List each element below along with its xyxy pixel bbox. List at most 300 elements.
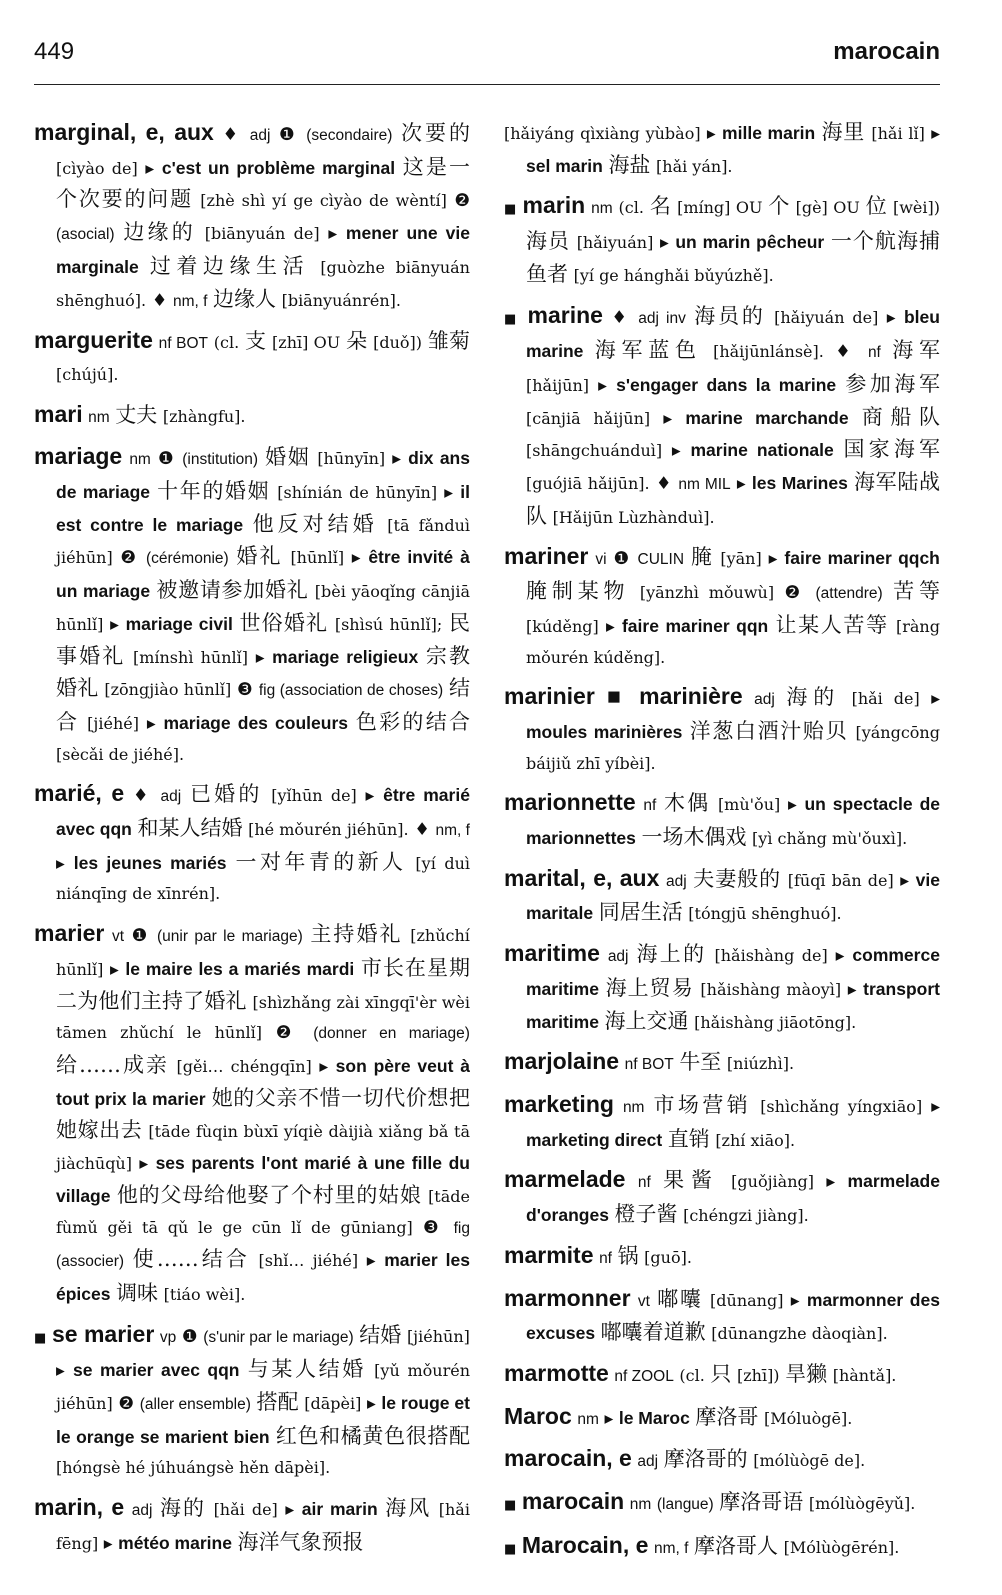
- example-phrase: marketing direct: [526, 1129, 663, 1150]
- pinyin-text: [Mólùògērén].: [783, 1537, 900, 1557]
- chinese-text: 被邀请参加婚礼: [156, 578, 309, 603]
- symbol-glyph: ▸: [931, 1096, 940, 1117]
- pinyin-text: [dūnangzhe dàoqiàn].: [711, 1324, 888, 1344]
- chinese-text: 她的父亲不惜一切代价想把她嫁出去: [56, 1085, 470, 1143]
- example-phrase: marine marchande: [685, 407, 849, 428]
- chinese-text: 夫妻般的: [693, 866, 782, 891]
- symbol-glyph: ❷: [454, 191, 470, 212]
- pinyin-text: [wèi]): [892, 198, 940, 218]
- part-of-speech: vt: [637, 1292, 650, 1310]
- headword: marionnette: [504, 789, 636, 816]
- chinese-text: 个: [768, 194, 790, 219]
- example-phrase: c'est un problème marginal: [161, 157, 396, 178]
- pinyin-text: [mólùògē de].: [753, 1451, 866, 1471]
- sense-label: (attendre): [815, 585, 883, 603]
- pinyin-text: [dāpèi]: [304, 1394, 362, 1414]
- sense-label: fig (associer): [56, 1219, 470, 1271]
- symbol-glyph: ▸: [56, 853, 65, 874]
- pinyin-text: [hǎi de]: [851, 689, 920, 709]
- dictionary-entry: [504, 1283, 940, 1350]
- chinese-text: 与某人结婚: [247, 1357, 366, 1382]
- chinese-text: 调味: [116, 1280, 159, 1305]
- symbol-glyph: ♦: [414, 820, 430, 841]
- part-of-speech: nm: [88, 408, 110, 426]
- part-of-speech: nm: [591, 200, 613, 218]
- example-phrase: météo marine: [118, 1532, 232, 1553]
- pinyin-text: [ràng mǒurén kúděng].: [526, 616, 940, 667]
- dictionary-entry: [34, 778, 470, 910]
- dictionary-entry: [504, 190, 940, 291]
- pinyin-text: [hǎi fēng]: [56, 1500, 470, 1553]
- chinese-text: 边缘的: [123, 220, 196, 245]
- headword: marmelade: [504, 1166, 626, 1193]
- part-of-speech: nm, f: [172, 292, 208, 310]
- sense-label: (secondaire): [306, 127, 393, 144]
- example-phrase: ses parents l'ont marié à une fille du village: [56, 1153, 470, 1206]
- chinese-text: 只: [710, 1361, 732, 1386]
- symbol-glyph: ▸: [663, 408, 673, 429]
- chinese-text: 腌: [690, 545, 714, 570]
- part-of-speech: nf: [637, 1174, 651, 1192]
- example-phrase: son père veut à tout prix la marier: [56, 1055, 470, 1109]
- dictionary-entry: [504, 1530, 940, 1566]
- pinyin-text: [niúzhì].: [726, 1054, 795, 1074]
- example-phrase: être marié avec qqn: [56, 785, 470, 840]
- chinese-text: 海军: [892, 338, 940, 363]
- chinese-text: 主持婚礼: [310, 922, 403, 947]
- chinese-text: 一对年青的新人: [235, 849, 407, 874]
- symbol-glyph: ♦: [132, 786, 152, 807]
- symbol-glyph: ▸: [790, 1290, 800, 1311]
- symbol-glyph: ❶: [613, 549, 631, 570]
- example-phrase: le maire les a mariés mardi: [125, 958, 355, 979]
- headword: marin: [522, 192, 586, 219]
- chinese-text: 同居生活: [598, 900, 683, 925]
- pinyin-text: [hǎi yán].: [656, 156, 733, 176]
- pinyin-text: [yángcōng báijiǔ zhī yíbèi].: [526, 722, 940, 773]
- pinyin-text: [shínián de hūnyīn]: [277, 483, 438, 503]
- chinese-text: 海上交通: [604, 1008, 689, 1033]
- pinyin-text: [hǎishàng màoyì]: [700, 979, 842, 999]
- dictionary-entry: [504, 1486, 940, 1522]
- chinese-text: 摩洛哥: [695, 1404, 759, 1429]
- example-phrase: dix ans de mariage: [56, 448, 470, 503]
- example-phrase: bleu marine: [526, 306, 940, 362]
- running-head: marocain: [833, 38, 940, 65]
- headword: mariner: [504, 543, 589, 570]
- dictionary-entry: [34, 399, 470, 434]
- symbol-glyph: ❷: [275, 1023, 300, 1044]
- part-of-speech: nm: [629, 1496, 652, 1514]
- symbol-glyph: ▸: [145, 158, 155, 179]
- chinese-text: 位: [865, 194, 888, 219]
- pinyin-text: [hǎiyuán de]: [774, 307, 879, 327]
- pinyin-text: [yì chǎng mù'ǒuxì].: [752, 829, 908, 849]
- part-of-speech: adj: [637, 1453, 659, 1471]
- pinyin-text: (cl.: [618, 198, 644, 218]
- symbol-glyph: ❶: [157, 449, 176, 470]
- headword: marin, e: [34, 1494, 125, 1521]
- chinese-text: 民事婚礼: [56, 610, 470, 668]
- sense-label: CULIN: [637, 551, 685, 569]
- pinyin-text: [hé mǒurén jiéhūn].: [248, 820, 409, 840]
- headword: marmotte: [504, 1359, 609, 1386]
- part-of-speech: adj inv: [638, 309, 686, 327]
- symbol-glyph: ▸: [365, 786, 375, 807]
- pinyin-text: (cl.: [213, 333, 240, 353]
- pinyin-text: [hàntǎ].: [832, 1365, 897, 1385]
- chinese-text: 名: [649, 194, 672, 219]
- part-of-speech: nf: [599, 1249, 612, 1267]
- pinyin-text: [tāde fùqin bùxī yíqiè dàijià xiǎng bǎ tā jiàchūqù]: [56, 1122, 470, 1174]
- pinyin-text: [tóngjū shēnghuó].: [688, 904, 842, 924]
- example-phrase: les Marines: [751, 473, 848, 494]
- dictionary-entry: [504, 1240, 940, 1275]
- pinyin-text: [míng] OU: [677, 198, 763, 218]
- symbol-glyph: ▸: [319, 1056, 329, 1077]
- dictionary-entry: [504, 541, 940, 673]
- symbol-glyph: ▸: [835, 946, 845, 967]
- example-phrase: être invité à un mariage: [56, 547, 470, 602]
- symbol-glyph: ▸: [886, 307, 896, 328]
- chinese-text: 海上的: [636, 942, 707, 967]
- page-header: [34, 38, 940, 72]
- chinese-text: 果酱: [663, 1168, 719, 1193]
- chinese-text: 海的: [160, 1496, 206, 1521]
- pinyin-text: [chújú].: [56, 364, 119, 384]
- pinyin-text: (cl.: [679, 1365, 705, 1385]
- pinyin-text: [guòzhe biānyuán shēnghuó].: [56, 257, 470, 310]
- example-phrase: marmelade d'oranges: [526, 1171, 940, 1226]
- dictionary-entry: [504, 1164, 940, 1231]
- square-bullet-icon: ■: [504, 311, 520, 327]
- chinese-text: 一场木偶戏: [641, 825, 747, 850]
- chinese-text: 腌制某物: [526, 579, 630, 604]
- pinyin-text: [shìchǎng yíngxiāo]: [760, 1096, 923, 1116]
- chinese-text: 朵: [346, 329, 368, 354]
- chinese-text: 结合: [56, 676, 470, 734]
- chinese-text: 海上贸易: [605, 975, 694, 1000]
- headword: marinier ■ marinière: [504, 683, 743, 710]
- sense-label: (cérémonie): [145, 550, 229, 568]
- symbol-glyph: ▸: [366, 1394, 376, 1415]
- headword: marginal, e, aux: [34, 119, 214, 145]
- example-phrase: mille marin: [722, 123, 816, 143]
- symbol-glyph: ▸: [598, 375, 607, 396]
- symbol-glyph: ▸: [110, 614, 119, 635]
- chinese-text: 边缘人: [213, 286, 276, 311]
- symbol-glyph: ▸: [255, 647, 265, 668]
- sense-label: (institution): [182, 451, 259, 469]
- symbol-glyph: ▸: [659, 233, 669, 254]
- pinyin-text: [zhàngfu].: [162, 406, 246, 426]
- part-of-speech: nm, f: [654, 1539, 689, 1557]
- example-phrase: un marin pêcheur: [675, 232, 825, 253]
- chinese-text: 十年的婚姻: [157, 479, 271, 504]
- chinese-text: 摩洛哥的: [663, 1447, 748, 1472]
- symbol-glyph: ❶: [131, 926, 150, 947]
- chinese-text: 商船队: [861, 404, 940, 429]
- pinyin-text: [zhī] OU: [272, 333, 341, 353]
- dictionary-entry: [504, 863, 940, 930]
- pinyin-text: [yí duì niánqīng de xīnrén].: [56, 853, 470, 904]
- pinyin-text: [hūnlǐ]: [290, 548, 345, 568]
- symbol-glyph: ❶: [181, 1326, 198, 1347]
- pinyin-text: [tiáo wèi].: [163, 1284, 246, 1304]
- headword: marital, e, aux: [504, 864, 660, 891]
- headword: Maroc: [504, 1402, 572, 1429]
- chinese-text: 已婚的: [189, 782, 263, 807]
- sense-label: fig (association de choses): [258, 682, 444, 700]
- dictionary-entry: [504, 681, 940, 779]
- chinese-text: 结婚: [359, 1322, 402, 1347]
- symbol-glyph: ▸: [900, 870, 910, 891]
- chinese-text: 海军陆战队: [526, 470, 940, 528]
- headword: marier: [34, 920, 105, 947]
- symbol-glyph: ❶: [278, 125, 298, 145]
- symbol-glyph: ❷: [784, 583, 806, 604]
- headword: marine: [527, 301, 603, 328]
- part-of-speech: adj: [249, 127, 271, 144]
- part-of-speech: vi: [595, 551, 607, 569]
- pinyin-text: [tā fǎnduì jiéhūn]: [56, 515, 470, 568]
- headword: mariage: [34, 443, 123, 470]
- chinese-text: 他的父母给他娶了个村里的姑娘: [116, 1182, 422, 1207]
- dictionary-entry: [504, 787, 940, 854]
- pinyin-text: [jiéhé]: [87, 713, 139, 733]
- pinyin-text: [gè] OU: [795, 198, 860, 218]
- chinese-text: 洋葱白酒汁贻贝: [689, 718, 849, 743]
- chinese-text: 海的: [786, 685, 841, 710]
- headword: mari: [34, 400, 83, 427]
- dictionary-entry: [504, 1401, 940, 1436]
- header-rule: [34, 84, 940, 85]
- left-column: [34, 117, 470, 1587]
- headword: marié, e: [34, 780, 125, 807]
- chinese-text: 次要的: [401, 121, 470, 145]
- chinese-text: 旱獭: [785, 1361, 828, 1386]
- part-of-speech: adj: [607, 948, 629, 966]
- example-phrase: mener une vie marginale: [56, 223, 470, 277]
- pinyin-text: [hūnyīn]: [317, 449, 386, 469]
- chinese-text: 海军蓝色: [594, 338, 702, 363]
- symbol-glyph: ▸: [706, 124, 716, 144]
- symbol-glyph: ▸: [847, 979, 857, 1000]
- dictionary-entry: [504, 1358, 940, 1393]
- pinyin-text: [hóngsè hé júhuángsè hěn dāpèi].: [56, 1458, 331, 1478]
- dictionary-entry: [504, 300, 940, 534]
- chinese-text: 国家海军: [843, 437, 940, 462]
- symbol-glyph: ▸: [671, 441, 681, 462]
- chinese-text: 一个航海捕鱼者: [526, 229, 940, 286]
- dictionary-entry: [34, 325, 470, 390]
- dictionary-entry: [34, 918, 470, 1310]
- symbol-glyph: ▸: [604, 1408, 614, 1429]
- pinyin-text: [yǔ mǒurén jiéhūn]: [56, 1361, 470, 1414]
- pinyin-text: [hǎijūnlánsè].: [713, 342, 824, 362]
- example-phrase: marine nationale: [690, 440, 834, 461]
- example-phrase: vie maritale: [526, 869, 940, 924]
- example-phrase: air marin: [301, 1499, 378, 1520]
- sense-label: (s'unir par le mariage): [203, 1328, 354, 1346]
- sense-label: (asocial): [56, 226, 115, 244]
- pinyin-text: [hǎiyáng qìxiàng yùbào]: [504, 124, 701, 143]
- example-phrase: commerce maritime: [526, 945, 940, 999]
- pinyin-text: [bèi yāoqǐng cānjiā hūnlǐ]: [56, 582, 470, 634]
- symbol-glyph: ♦: [655, 474, 673, 495]
- example-phrase: marmonner des excuses: [526, 1289, 940, 1344]
- part-of-speech: vp: [159, 1328, 177, 1346]
- symbol-glyph: ❸: [423, 1217, 444, 1238]
- pinyin-text: [dūnang]: [710, 1290, 784, 1310]
- example-phrase: mariage civil: [125, 613, 233, 634]
- dictionary-entry: [34, 117, 470, 317]
- dictionary-entry: [504, 938, 940, 1038]
- headword: maritime: [504, 940, 600, 967]
- pinyin-text: [hǎi lǐ]: [871, 124, 925, 143]
- dictionary-entry: [34, 441, 470, 770]
- pinyin-text: [Hǎijūn Lùzhànduì].: [552, 507, 715, 527]
- example-phrase: faire mariner qqn: [621, 615, 769, 636]
- chinese-text: 给……成亲: [56, 1052, 169, 1077]
- symbol-glyph: ♦: [611, 307, 630, 328]
- symbol-glyph: ▸: [285, 1500, 295, 1521]
- example-phrase: le Maroc: [618, 1407, 690, 1428]
- pinyin-text: [cānjiā hǎijūn]: [526, 408, 651, 428]
- pinyin-text: [yǐhūn de]: [271, 786, 357, 806]
- pinyin-text: [shǐ… jiéhé]: [258, 1251, 359, 1271]
- part-of-speech: nf: [643, 797, 657, 815]
- headword: marmite: [504, 1241, 594, 1268]
- chinese-text: 市场营销: [653, 1092, 752, 1117]
- chinese-text: 摩洛哥人: [694, 1533, 779, 1558]
- pinyin-text: [guójiā hǎijūn].: [526, 474, 650, 494]
- headword: marjolaine: [504, 1048, 620, 1075]
- headword: marocain, e: [504, 1445, 632, 1472]
- symbol-glyph: ▸: [768, 549, 778, 570]
- pinyin-text: [yān]: [720, 549, 762, 569]
- symbol-glyph: ▸: [139, 1154, 149, 1175]
- chinese-text: 橙子酱: [614, 1202, 678, 1227]
- page-number: 449: [34, 38, 75, 65]
- symbol-glyph: ❷: [120, 548, 139, 569]
- example-phrase: le rouge et le orange se marient bien: [56, 1393, 470, 1447]
- part-of-speech: nm: [622, 1098, 645, 1116]
- part-of-speech: adj: [754, 691, 775, 709]
- symbol-glyph: ▸: [328, 224, 338, 245]
- pinyin-text: [zhǔchí hūnlǐ]: [56, 926, 470, 979]
- chinese-text: 让某人苦等: [775, 612, 889, 637]
- chinese-text: 海风: [385, 1496, 432, 1521]
- pinyin-text: [cìyào de]: [56, 158, 138, 178]
- symbol-glyph: ▸: [605, 616, 615, 637]
- pinyin-text: [biānyuánrén].: [281, 290, 401, 310]
- symbol-glyph: ▸: [146, 713, 156, 734]
- chinese-text: 宗教婚礼: [56, 643, 470, 701]
- dictionary-entry: [504, 1443, 940, 1478]
- headword: marocain: [521, 1488, 625, 1515]
- example-phrase: mariage des couleurs: [163, 712, 348, 733]
- part-of-speech: nm MIL: [678, 476, 731, 494]
- chinese-text: 世俗婚礼: [239, 610, 329, 635]
- dictionary-entry: [34, 1492, 470, 1559]
- chinese-text: 过着边缘生活: [149, 253, 310, 278]
- pinyin-text: [hǎijūn]: [526, 375, 590, 395]
- pinyin-text: [shāngchuánduì]: [526, 441, 663, 461]
- square-bullet-icon: ■: [504, 202, 517, 218]
- part-of-speech: vt: [111, 928, 125, 946]
- part-of-speech: adj: [160, 788, 182, 806]
- pinyin-text: [duǒ]): [373, 333, 422, 353]
- right-column: [504, 117, 940, 1587]
- chinese-text: 市长在星期二为他们主持了婚礼: [56, 955, 470, 1013]
- pinyin-text: [mínshì hūnlǐ]: [132, 647, 249, 667]
- sense-label: (donner en mariage): [313, 1025, 470, 1043]
- chinese-text: 苦等: [893, 579, 940, 604]
- square-bullet-icon: ■: [504, 1541, 517, 1557]
- symbol-glyph: ♦: [151, 290, 168, 311]
- example-phrase: marier les épices: [56, 1250, 470, 1304]
- chinese-text: 锅: [617, 1243, 639, 1268]
- chinese-text: 嘟囔: [657, 1286, 703, 1311]
- chinese-text: 木偶: [663, 791, 711, 816]
- pinyin-text: [mù'ǒu]: [717, 795, 781, 815]
- square-bullet-icon: ■: [504, 1498, 517, 1514]
- part-of-speech: nf ZOOL: [614, 1367, 674, 1385]
- pinyin-text: [jiéhūn]: [406, 1326, 470, 1346]
- part-of-speech: nf BOT: [624, 1056, 674, 1074]
- chinese-text: 红色和橘黄色很搭配: [275, 1423, 470, 1448]
- chinese-text: 这是一个次要的问题: [56, 154, 470, 212]
- chinese-text: 婚姻: [265, 445, 311, 470]
- chinese-text: 搭配: [256, 1390, 299, 1415]
- dictionary-entry: [504, 117, 940, 182]
- part-of-speech: adj: [131, 1502, 153, 1520]
- chinese-text: 和某人结婚: [137, 816, 243, 841]
- dictionary-entry: [504, 1046, 940, 1081]
- chinese-text: 牛至: [679, 1050, 722, 1075]
- pinyin-text: [tāde fùmǔ gěi tā qǔ le ge cūn lǐ de gūniang]: [56, 1186, 470, 1237]
- symbol-glyph: ♦: [835, 342, 857, 363]
- chinese-text: 海员: [526, 229, 571, 254]
- symbol-glyph: ❷: [118, 1394, 135, 1415]
- headword: marketing: [504, 1090, 614, 1117]
- symbol-glyph: ▸: [392, 449, 402, 470]
- pinyin-text: [shìzhǎng zài xīngqī'èr wèi tāmen zhǔchí le hūnlǐ]: [56, 992, 470, 1043]
- chinese-text: 海员的: [694, 303, 766, 328]
- chinese-text: 摩洛哥语: [719, 1490, 804, 1515]
- headword: Marocain, e: [521, 1531, 649, 1558]
- sense-label: (unir par le mariage): [157, 928, 303, 946]
- square-bullet-icon: ■: [34, 1330, 47, 1346]
- symbol-glyph: ▸: [103, 1533, 113, 1554]
- headword: marguerite: [34, 327, 153, 354]
- pinyin-text: [sècǎi de jiéhé].: [56, 744, 185, 764]
- chinese-text: 参加海军: [845, 371, 940, 396]
- chinese-text: 海里: [821, 120, 866, 144]
- symbol-glyph: ❸: [237, 680, 253, 701]
- pinyin-text: [zhè shì yí ge cìyào de wèntí]: [200, 191, 447, 211]
- chinese-text: 嘟囔着道歉: [600, 1320, 706, 1345]
- pinyin-text: [hǎiyuán]: [576, 233, 654, 253]
- headword: marmonner: [504, 1284, 631, 1311]
- symbol-glyph: ▸: [736, 474, 746, 495]
- symbol-glyph: ▸: [366, 1251, 376, 1272]
- chinese-text: 婚礼: [236, 544, 283, 569]
- example-phrase: un spectacle de marionnettes: [526, 794, 940, 849]
- pinyin-text: [hǎishàng de]: [714, 946, 828, 966]
- chinese-text: 色彩的结合: [355, 709, 470, 734]
